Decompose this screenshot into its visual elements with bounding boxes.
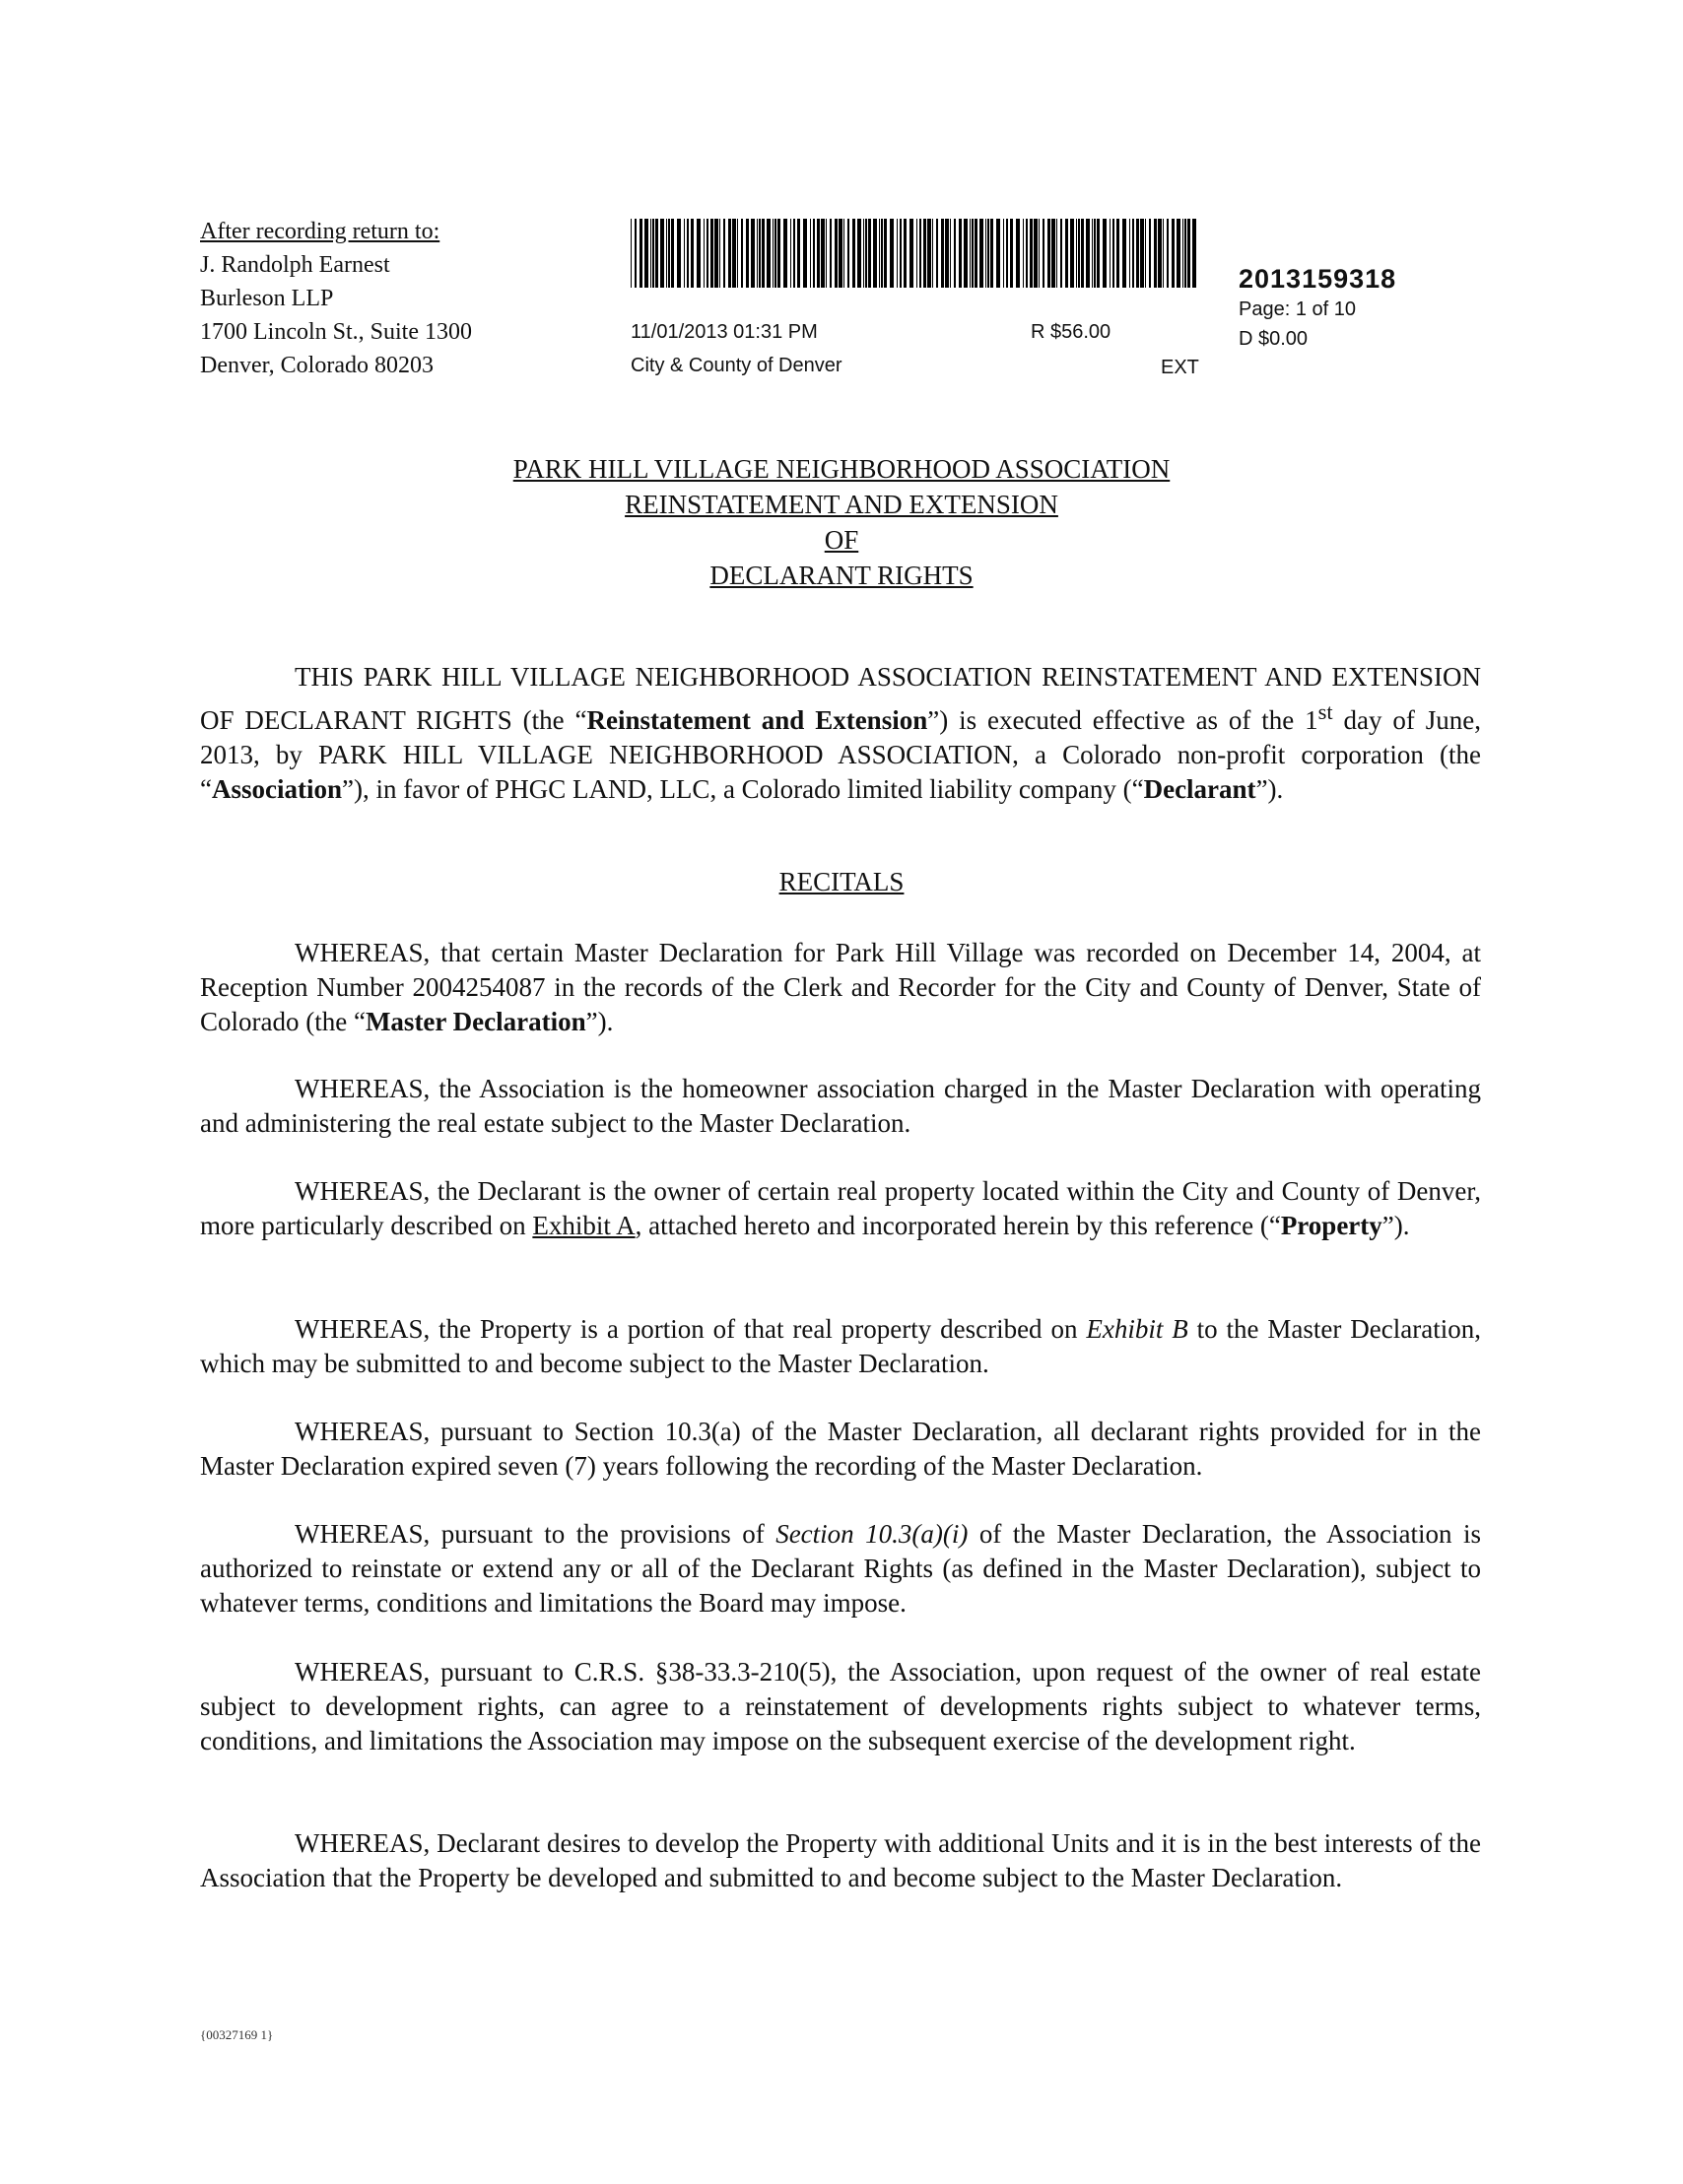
barcode-bar [897, 219, 898, 288]
page-count: Page: 1 of 10 [1239, 298, 1356, 320]
barcode-bar [635, 219, 637, 288]
barcode-bar [631, 219, 632, 288]
barcode-bar [916, 219, 917, 288]
barcode-bar [847, 219, 849, 288]
barcode-bar [1187, 219, 1190, 288]
barcode-bar [1070, 219, 1074, 288]
recital-paragraph: WHEREAS, Declarant desires to develop the Property with additional Units and it is in the best interests of the Association that the Property be developed and submitted to and become subject to the Master Declaration. [200, 1828, 1481, 1892]
barcode-bar [691, 219, 694, 288]
barcode-bar [1149, 219, 1151, 288]
barcode-bar [719, 219, 720, 288]
barcode-bar [1154, 219, 1157, 288]
recital-paragraph: WHEREAS, pursuant to Section 10.3(a) of the Master Declaration, all declarant rights provided for in the Master Declaration expired seven (7) years following the recording of the Master Declaration. [200, 1417, 1481, 1481]
barcode-bar [873, 219, 877, 288]
barcode-bar [843, 219, 844, 288]
barcode-bar [813, 219, 815, 288]
barcode-bar [990, 219, 993, 288]
barcode-bar [954, 219, 956, 288]
barcode-bar [793, 219, 795, 288]
barcode-bar [987, 219, 989, 288]
barcode-bar [767, 219, 771, 288]
barcode-bar [1043, 219, 1044, 288]
barcode-bar [1110, 219, 1111, 288]
barcode-bar [1097, 219, 1100, 288]
barcode-bar [852, 219, 855, 288]
barcode-bar [728, 219, 731, 288]
barcode-bar [1182, 219, 1183, 288]
barcode-bar [650, 219, 651, 288]
barcode-bar [821, 219, 825, 288]
barcode-bar [777, 219, 780, 288]
exhibit-reference: Exhibit B [1086, 1314, 1188, 1344]
recital-text: ”). [585, 1007, 614, 1036]
barcode-bar [1026, 219, 1028, 288]
barcode-bar [774, 219, 776, 288]
recital-paragraph [200, 936, 1481, 1039]
barcode-bar [1172, 219, 1175, 288]
barcode-graphic [631, 219, 1200, 288]
barcode-bar [959, 219, 962, 288]
barcode-bar [655, 219, 658, 288]
barcode-bar [640, 219, 642, 288]
barcode-bar [945, 219, 949, 288]
barcode-bar [751, 219, 755, 288]
title-line: OF [824, 525, 859, 555]
recital-text: ”). [1381, 1211, 1410, 1240]
barcode-bar [666, 219, 667, 288]
barcode-bar [1030, 219, 1033, 288]
barcode-bar [923, 219, 926, 288]
recital-text: WHEREAS, the Property is a portion of that real property described on [295, 1314, 1087, 1344]
recital-text: WHEREAS, pursuant to the provisions of [295, 1519, 776, 1549]
barcode-bar [668, 219, 670, 288]
barcode-bar [783, 219, 787, 288]
recording-fee: R $56.00 [1031, 321, 1111, 343]
barcode-bar [1016, 219, 1020, 288]
barcode-bar [790, 219, 791, 288]
barcode-bar [1163, 219, 1164, 288]
barcode-bar [904, 219, 907, 288]
defined-term: Property [1280, 1211, 1382, 1240]
reception-number: 2013159318 [1239, 264, 1397, 294]
recital-paragraph [200, 1174, 1481, 1243]
recording-county: City & County of Denver [631, 355, 842, 376]
barcode-bar [839, 219, 842, 288]
barcode-bar [660, 219, 664, 288]
barcode-bar [1056, 219, 1057, 288]
barcode-bar [746, 219, 749, 288]
intro-text: ”) is executed effective as of the 1 [927, 705, 1318, 735]
recording-barcode [631, 219, 1200, 288]
barcode-bar [644, 219, 648, 288]
return-line: 1700 Lincoln St., Suite 1300 [200, 319, 472, 345]
barcode-bar [652, 219, 654, 288]
intro-text: THIS PARK HILL VILLAGE NEIGHBORHOOD ASSOCIATION REINSTATEMENT AND EXTENSION OF DECLARANT RIGHTS (the “ [200, 662, 1481, 735]
barcode-bar [1103, 219, 1107, 288]
barcode-bar [741, 219, 743, 288]
return-line: Burleson LLP [200, 286, 334, 311]
intro-text: ”). [1255, 774, 1284, 804]
section-reference: Section 10.3(a)(i) [775, 1519, 969, 1549]
defined-term: Master Declaration [365, 1007, 586, 1036]
recording-ext: EXT [1161, 357, 1199, 378]
document-id: {00327169 1} [200, 2027, 274, 2042]
barcode-bar [863, 219, 864, 288]
barcode-bar [972, 219, 974, 288]
barcode-bar [868, 219, 871, 288]
barcode-bar [1177, 219, 1180, 288]
ordinal-suffix: st [1317, 699, 1333, 724]
barcode-bar [919, 219, 921, 288]
barcode-bar [714, 219, 718, 288]
barcode-bar [1065, 219, 1068, 288]
barcode-bar [985, 219, 986, 288]
barcode-bar [826, 219, 827, 288]
barcode-bar [830, 219, 832, 288]
barcode-bar [773, 219, 774, 288]
barcode-bar [1112, 219, 1114, 288]
return-line: Denver, Colorado 80203 [200, 353, 434, 378]
barcode-bar [817, 219, 820, 288]
barcode-bar [757, 219, 758, 288]
barcode-bar [1023, 219, 1024, 288]
barcode-bar [677, 219, 681, 288]
exhibit-reference: Exhibit A [532, 1211, 636, 1240]
barcode-bar [762, 219, 765, 288]
recital-paragraph [200, 1517, 1481, 1621]
barcode-bar [1010, 219, 1013, 288]
barcode-bar [1078, 219, 1080, 288]
recording-datetime: 11/01/2013 01:31 PM [631, 321, 818, 343]
barcode-bar [1047, 219, 1050, 288]
recitals-heading: RECITALS [778, 867, 905, 896]
defined-term: Association [211, 774, 342, 804]
barcode-bar [1092, 219, 1093, 288]
barcode-bar [865, 219, 867, 288]
barcode-bar [927, 219, 931, 288]
barcode-bar [964, 219, 968, 288]
title-line: PARK HILL VILLAGE NEIGHBORHOOD ASSOCIATION [512, 454, 1171, 484]
barcode-bar [710, 219, 713, 288]
document-fee: D $0.00 [1239, 328, 1309, 350]
recital-text: , attached hereto and incorporated herein by this reference (“ [635, 1211, 1281, 1240]
barcode-bar [932, 219, 933, 288]
barcode-bar [1094, 219, 1096, 288]
barcode-bar [684, 219, 685, 288]
barcode-bar [879, 219, 880, 288]
barcode-bar [1129, 219, 1130, 288]
barcode-bar [1184, 219, 1186, 288]
recital-paragraph: WHEREAS, the Association is the homeowner association charged in the Master Declaration with operating and administering the real estate subject to the Master Declaration. [200, 1074, 1481, 1138]
barcode-bar [687, 219, 689, 288]
barcode-bar [1145, 219, 1146, 288]
barcode-bar [909, 219, 913, 288]
barcode-bar [1116, 219, 1119, 288]
barcode-bar [970, 219, 971, 288]
barcode-bar [1192, 219, 1196, 288]
barcode-bar [737, 219, 738, 288]
barcode-bar [697, 219, 701, 288]
recital-paragraph: WHEREAS, pursuant to C.R.S. §38-33.3-210(5), the Association, upon request of the owner of real estate subject to development rights, can agree to a reinstatement of developments rights subject to whatever terms, conditions, and limitations the Association may impose on the subsequent exercise of the development right. [200, 1657, 1481, 1755]
intro-text: ”), in favor of PHGC LAND, LLC, a Colorado limited liability company (“ [342, 774, 1144, 804]
title-line: DECLARANT RIGHTS [709, 561, 974, 590]
recital-paragraph [200, 1312, 1481, 1381]
barcode-bar [1140, 219, 1144, 288]
barcode-bar [975, 219, 977, 288]
barcode-bar [1132, 219, 1134, 288]
barcode-bar [1167, 219, 1169, 288]
barcode-bar [803, 219, 807, 288]
barcode-bar [884, 219, 887, 288]
barcode-bar [1003, 219, 1004, 288]
recital-text: WHEREAS, the Declarant is the owner of certain real property located within the City and County of Denver, more particularly described on [200, 1176, 1481, 1240]
barcode-bar [936, 219, 938, 288]
recital-text: to the Master Declaration, which may be submitted to and become subject to the Master Declaration. [200, 1314, 1481, 1378]
title-line: REINSTATEMENT AND EXTENSION [625, 490, 1058, 519]
barcode-bar [1122, 219, 1126, 288]
recital-text: WHEREAS, that certain Master Declaration for Park Hill Village was recorded on December 14, 2004, at Reception Number 2004254087 in the records of the Clerk and Recorder for the City and County of Denver, State of Colorado (the “ [200, 938, 1481, 1036]
barcode-bar [797, 219, 800, 288]
barcode-bar [810, 219, 811, 288]
barcode-bar [979, 219, 983, 288]
barcode-bar [890, 219, 894, 288]
barcode-bar [1006, 219, 1008, 288]
intro-text: day of June, 2013, by PARK HILL VILLAGE NEIGHBORHOOD ASSOCIATION, a Colorado non-profit corporation (the “ [200, 705, 1482, 804]
barcode-bar [759, 219, 761, 288]
document-title [0, 451, 1683, 593]
return-address-block [200, 215, 472, 382]
intro-paragraph [200, 660, 1481, 807]
defined-term: Reinstatement and Extension [586, 705, 928, 735]
recital-text: of the Master Declaration, the Association is authorized to reinstate or extend any or all of the Declarant Rights (as defined in the Master Declaration), subject to whatever terms, conditions and limitations the Board may impose. [200, 1519, 1481, 1618]
barcode-bar [671, 219, 674, 288]
barcode-bar [723, 219, 725, 288]
barcode-bar [996, 219, 1000, 288]
barcode-bar [941, 219, 944, 288]
barcode-bar [704, 219, 705, 288]
barcode-bar [732, 219, 736, 288]
barcode-bar [950, 219, 951, 288]
barcode-bar [900, 219, 902, 288]
barcode-bar [707, 219, 708, 288]
defined-term: Declarant [1143, 774, 1256, 804]
return-line: J. Randolph Earnest [200, 252, 390, 278]
barcode-bar [857, 219, 861, 288]
barcode-bar [1034, 219, 1038, 288]
barcode-bar [1060, 219, 1062, 288]
barcode-bar [1076, 219, 1077, 288]
barcode-bar [835, 219, 838, 288]
barcode-bar [1081, 219, 1084, 288]
barcode-bar [1158, 219, 1162, 288]
return-label: After recording return to: [200, 219, 440, 244]
barcode-bar [1086, 219, 1090, 288]
barcode-bar [881, 219, 883, 288]
barcode-bar [1051, 219, 1055, 288]
barcode-bar [1039, 219, 1040, 288]
barcode-bar [1136, 219, 1139, 288]
